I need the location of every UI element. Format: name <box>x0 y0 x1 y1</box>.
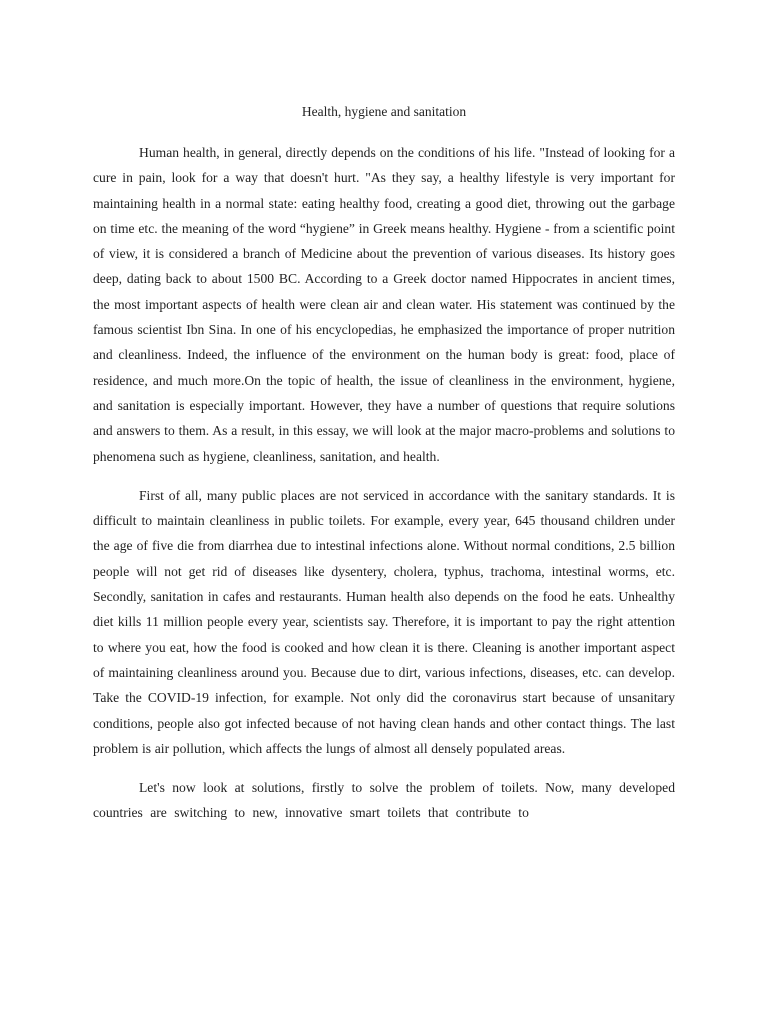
paragraph-solutions: Let's now look at solutions, firstly to solve the problem of toilets. Now, many developed countries are switching to new, innovative smart toilets that contribute to <box>93 780 675 821</box>
paragraph-introduction: Human health, in general, directly depends on the conditions of his life. "Instead of looking for a cure in pain, look for a way that doesn't hurt. "As they say, a healthy lifestyle is very important for maintaining health in a normal state: eating healthy food, creating a good diet, throwing out the garbage on time etc. the meaning of the word “hygiene” in Greek means healthy. Hygiene - from a scientific point of view, it is considered a branch of Medicine about the prevention of various diseases. Its history goes deep, dating back to about 1500 BC. According to a Greek doctor named Hippocrates in ancient times, the most important aspects of health were clean air and clean water. His statement was continued by the famous scientist Ibn Sina. In one of his encyclopedias, he emphasized the importance of proper nutrition and cleanliness. Indeed, the influence of the environment on the human body is great: food, place of residence, and much more.On the topic of health, the issue of cleanliness in the environment, hygiene, and sanitation is especially important. However, they have a number of questions that require solutions and answers to them. As a result, in this essay, we will look at the major macro-problems and solutions to phenomena such as hygiene, cleanliness, sanitation, and health. <box>93 145 675 464</box>
paragraph-problems: First of all, many public places are not serviced in accordance with the sanitary standards. It is difficult to maintain cleanliness in public toilets. For example, every year, 645 thousand children under the age of five die from diarrhea due to intestinal infections alone. Without normal conditions, 2.5 billion people will not get rid of diseases like dysentery, cholera, typhus, trachoma, intestinal worms, etc. Secondly, sanitation in cafes and restaurants. Human health also depends on the food he eats. Unhealthy diet kills 11 million people every year, scientists say. Therefore, it is important to pay the right attention to where you eat, how the food is cooked and how clean it is there. Cleaning is another important aspect of maintaining cleanliness around you. Because due to dirt, various infections, diseases, etc. can develop. Take the COVID-19 infection, for example. Not only did the coronavirus start because of unsanitary conditions, people also got infected because of not having clean hands and other contact things. The last problem is air pollution, which affects the lungs of almost all densely populated areas. <box>93 487 675 756</box>
document-body <box>93 140 675 840</box>
document-title: Health, hygiene and sanitation <box>301 104 467 119</box>
